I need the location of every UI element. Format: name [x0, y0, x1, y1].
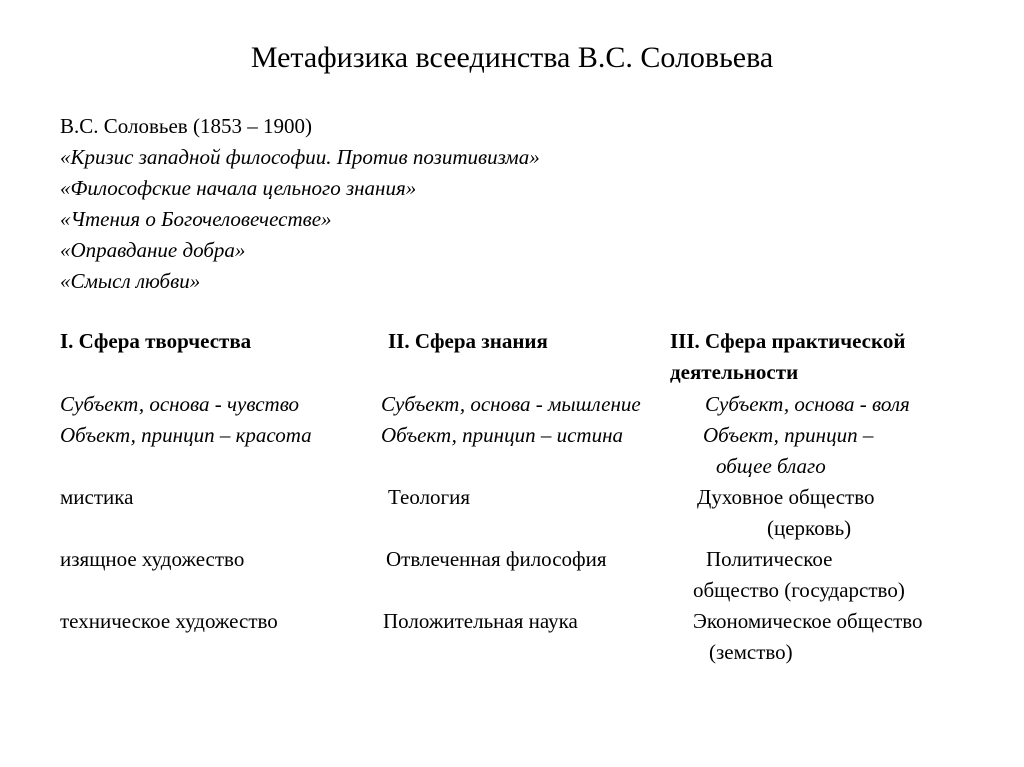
object-knowledge: Объект, принцип – истина [381, 423, 623, 447]
subject-knowledge: Субъект, основа - мышление [381, 392, 641, 416]
knowledge-item: Теология [388, 485, 471, 509]
work-item: «Философские начала цельного знания» [60, 176, 417, 200]
knowledge-item: Положительная наука [383, 609, 578, 633]
work-item: «Чтения о Богочеловечестве» [60, 207, 332, 231]
sphere-header-knowledge: II. Сфера знания [388, 329, 548, 353]
object-practice-cont: общее благо [716, 454, 826, 478]
creativity-item: изящное художество [60, 547, 245, 571]
work-item: «Смысл любви» [60, 269, 201, 293]
work-item: «Кризис западной философии. Против позитивизма» [60, 145, 540, 169]
work-item: «Оправдание добра» [60, 238, 246, 262]
subject-creativity: Субъект, основа - чувство [60, 392, 300, 416]
creativity-item: мистика [60, 485, 134, 509]
page-title: Метафизика всеединства В.С. Соловьева [250, 41, 774, 74]
object-practice: Объект, принцип – [703, 423, 874, 447]
knowledge-item: Отвлеченная философия [386, 547, 607, 571]
practice-item: Экономическое общество [693, 609, 923, 633]
author-line: В.С. Соловьев (1853 – 1900) [60, 114, 312, 138]
practice-item: Духовное общество [697, 485, 875, 509]
practice-item-cont: общество (государство) [693, 578, 905, 602]
subject-practice: Субъект, основа - воля [705, 392, 910, 416]
object-creativity: Объект, принцип – красота [60, 423, 312, 447]
practice-item: Политическое [706, 547, 833, 571]
sphere-header-practice: III. Сфера практической [670, 329, 906, 353]
practice-item-cont: (земство) [709, 640, 793, 664]
practice-item-cont: (церковь) [767, 516, 852, 540]
sphere-header-creativity: I. Сфера творчества [60, 329, 252, 353]
creativity-item: техническое художество [60, 609, 278, 633]
sphere-header-practice-cont: деятельности [670, 360, 799, 384]
